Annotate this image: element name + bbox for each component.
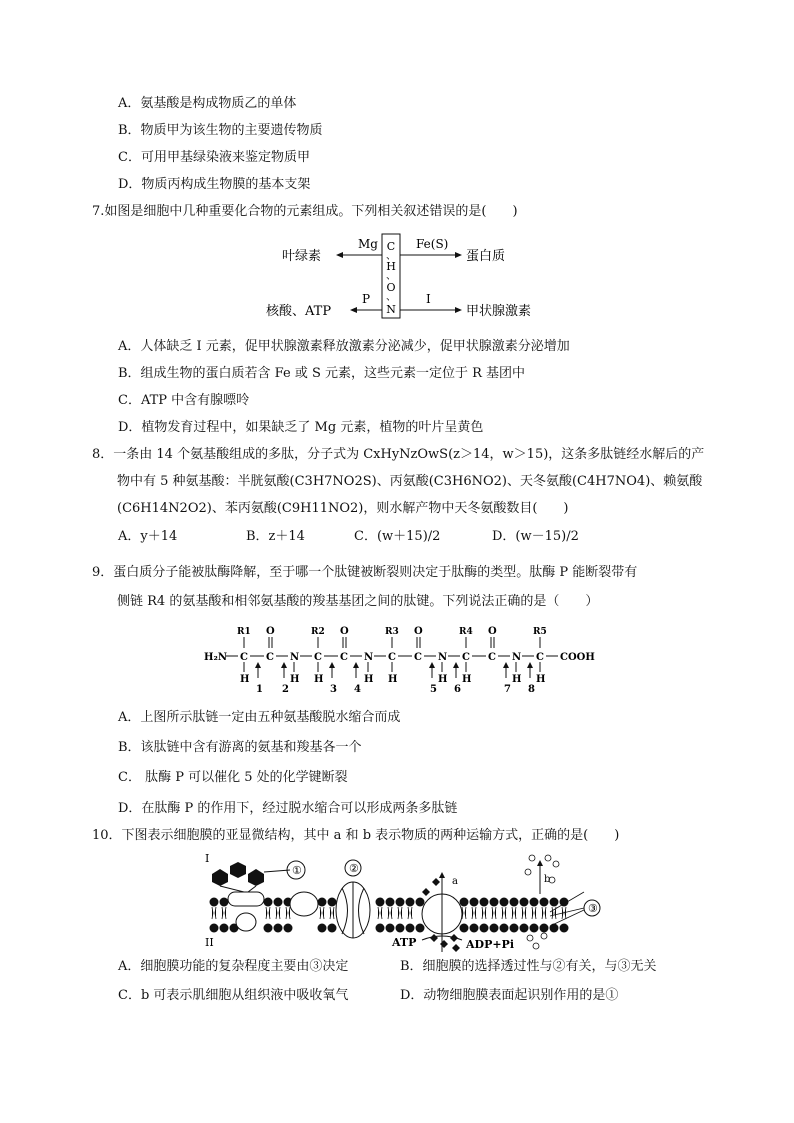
bond-number: 7 [504, 684, 511, 695]
side-bottom-label: II [205, 936, 214, 949]
svg-text:H: H [438, 674, 448, 685]
cell-membrane-diagram [200, 852, 610, 952]
r2-label: R2 [311, 627, 325, 637]
peptide-chain-diagram [200, 622, 630, 698]
q10-option-c: C．b 可表示肌细胞从组织液中吸收氧气 [118, 988, 349, 1003]
label-2: ② [349, 862, 359, 875]
svg-text:H: H [388, 674, 398, 685]
svg-text:C: C [488, 652, 496, 663]
label-a: a [452, 876, 458, 887]
bond-number: 4 [354, 684, 361, 695]
q6-option-a: A．氨基酸是构成物质乙的单体 [118, 96, 297, 111]
box-letter: H [386, 260, 396, 273]
bond-number: 2 [282, 684, 289, 695]
svg-text:H: H [314, 674, 324, 685]
p-label: P [362, 292, 371, 306]
svg-text:H: H [364, 674, 374, 685]
q9-stem-line1: 9．蛋白质分子能被肽酶降解，至于哪一个肽键被断裂则决定于肽酶的类型。肽酶 P 能断裂带有 [92, 565, 638, 580]
label-b: b [544, 874, 551, 885]
label-3: ③ [588, 902, 598, 915]
svg-text:O: O [488, 626, 497, 637]
q9-stem-line2: 侧链 R4 的氨基酸和相邻氨基酸的羧基基团之间的肽键。下列说法正确的是（ ） [117, 594, 599, 609]
q9-option-d: D．在肽酶 P 的作用下，经过脱水缩合可以形成两条多肽链 [118, 801, 458, 816]
box-letter: C [386, 240, 396, 253]
q7-option-a: A．人体缺乏 I 元素，促甲状腺激素释放激素分泌减少，促甲状腺激素分泌增加 [118, 339, 570, 354]
svg-text:H: H [512, 674, 522, 685]
label-1: ① [292, 864, 302, 877]
element-composition-diagram [266, 230, 532, 322]
svg-text:C: C [240, 652, 248, 663]
r1-label: R1 [237, 627, 251, 637]
bond-number: 6 [454, 684, 461, 695]
q7-option-b: B．组成生物的蛋白质若含 Fe 或 S 元素，这些元素一定位于 R 基团中 [118, 366, 526, 381]
chlorophyll-label: 叶绿素 [282, 249, 322, 264]
q7-option-d: D．植物发育过程中，如果缺乏了 Mg 元素，植物的叶片呈黄色 [118, 420, 484, 435]
box-letter: N [386, 303, 396, 316]
q8-stem-line1: 8．一条由 14 个氨基酸组成的多肽，分子式为 CxHyNzOwS(z＞14，w＞15)，这条多肽链经水解后的产 [92, 447, 705, 462]
box-sep: 、 [386, 292, 396, 303]
q8-option-c: C．(w＋15)/2 [354, 529, 441, 544]
bond-number: 8 [528, 684, 535, 695]
svg-text:H: H [462, 674, 472, 685]
side-top-label: I [205, 852, 210, 865]
svg-text:O: O [266, 626, 275, 637]
box-sep: 、 [386, 271, 396, 282]
svg-text:H: H [290, 674, 300, 685]
q10-option-a: A．细胞膜功能的复杂程度主要由③决定 [118, 959, 349, 974]
q10-stem: 10．下图表示细胞膜的亚显微结构，其中 a 和 b 表示物质的两种运输方式，正确的是( ) [92, 828, 620, 843]
svg-text:N: N [512, 652, 522, 663]
adp-label: ADP+Pi [466, 938, 515, 951]
svg-text:N: N [438, 652, 448, 663]
q10-option-d: D．动物细胞膜表面起识别作用的是① [400, 988, 619, 1003]
svg-text:C: C [388, 652, 396, 663]
q6-option-c: C．可用甲基绿染液来鉴定物质甲 [118, 150, 310, 165]
q10-option-b: B．细胞膜的选择透过性与②有关，与③无关 [400, 959, 657, 974]
svg-text:H: H [240, 674, 250, 685]
thyroxine-label: 甲状腺激素 [466, 304, 532, 319]
mg-label: Mg [358, 237, 378, 251]
bond-number: 1 [256, 684, 263, 695]
i-label: I [426, 292, 431, 306]
svg-text:C: C [314, 652, 322, 663]
q8-option-b: B．z＋14 [246, 529, 305, 544]
q9-option-c: C． 肽酶 P 可以催化 5 处的化学键断裂 [118, 770, 348, 785]
bond-number: 5 [430, 684, 437, 695]
protein-label: 蛋白质 [466, 249, 506, 264]
q9-option-a: A．上图所示肽链一定由五种氨基酸脱水缩合而成 [118, 710, 401, 725]
nucleic-acid-label: 核酸、ATP [266, 304, 332, 319]
q6-option-b: B．物质甲为该生物的主要遗传物质 [118, 123, 323, 138]
q7-option-c: C．ATP 中含有腺嘌呤 [118, 393, 250, 408]
atp-label: ATP [392, 936, 417, 949]
amino-end: H₂N [204, 652, 227, 663]
svg-text:H: H [536, 674, 546, 685]
box-letter: O [386, 281, 396, 294]
q6-option-d: D．物质丙构成生物膜的基本支架 [118, 177, 311, 192]
svg-text:C: C [414, 652, 422, 663]
q8-stem-line3: (C6H14N2O2)、苯丙氨酸(C9H11NO2)，则水解产物中天冬氨酸数目( ) [117, 501, 569, 516]
box-sep: 、 [386, 251, 396, 262]
r4-label: R4 [459, 627, 473, 637]
q7-stem: 7.如图是细胞中几种重要化合物的元素组成。下列相关叙述错误的是( ) [92, 204, 518, 219]
carboxyl-end: COOH [560, 652, 595, 663]
svg-text:O: O [340, 626, 349, 637]
svg-text:C: C [266, 652, 274, 663]
r3-label: R3 [385, 627, 399, 637]
q9-option-b: B．该肽链中含有游离的氨基和羧基各一个 [118, 740, 362, 755]
bond-number: 3 [330, 684, 337, 695]
svg-text:C: C [536, 652, 544, 663]
svg-text:C: C [340, 652, 348, 663]
q8-stem-line2: 物中有 5 种氨基酸：半胱氨酸(C3H7NO2S)、丙氨酸(C3H6NO2)、天冬氨酸(C4H7NO4)、赖氨酸 [117, 474, 703, 489]
svg-text:N: N [364, 652, 374, 663]
q8-option-a: A．y＋14 [118, 529, 178, 544]
svg-text:N: N [290, 652, 300, 663]
svg-text:O: O [414, 626, 423, 637]
q8-option-d: D．(w－15)/2 [492, 529, 579, 544]
r5-label: R5 [533, 627, 547, 637]
fe-label: Fe(S) [416, 237, 449, 251]
svg-text:C: C [462, 652, 470, 663]
